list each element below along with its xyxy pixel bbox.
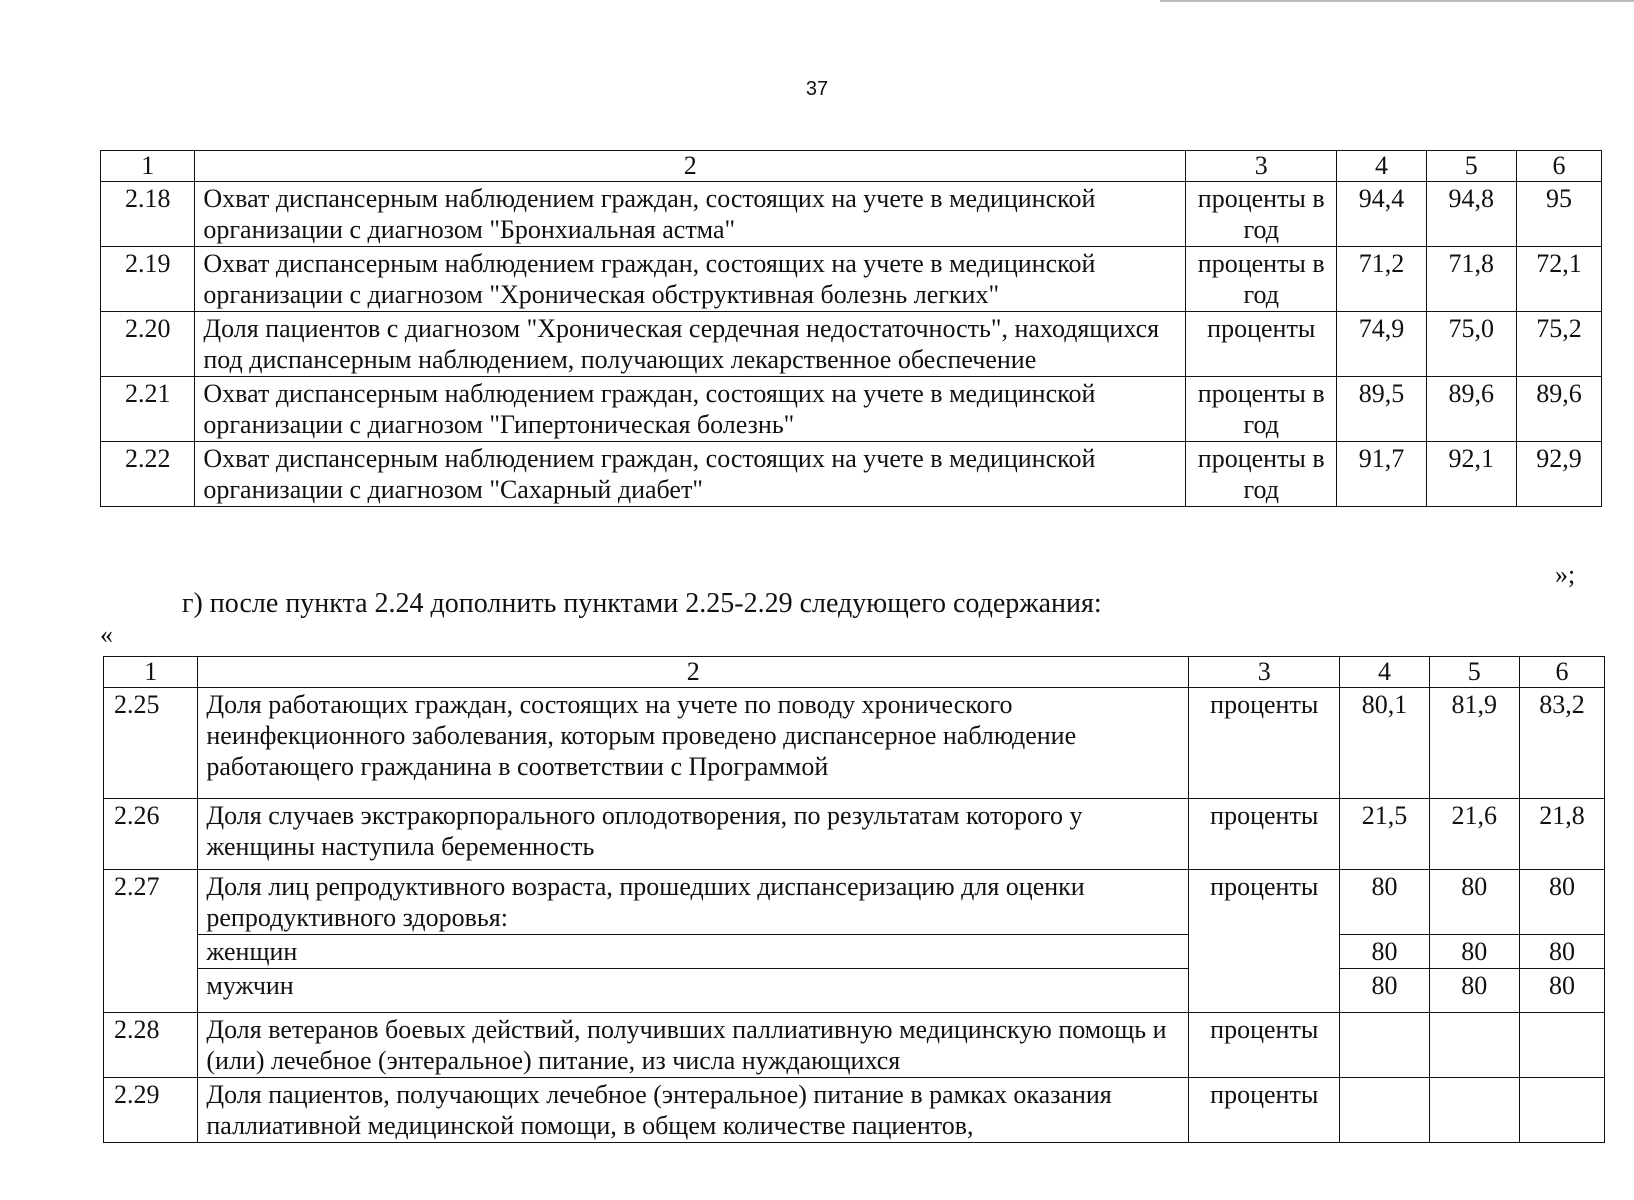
indicator-name: Доля работающих граждан, состоящих на учете по поводу хронического неинфекционного заболевания, которым проведено диспансерное наблюдение работающего гражданина в соответствии с Программой (198, 688, 1189, 799)
indicator-name: Доля случаев экстракорпорального оплодотворения, по результатам которого у женщины наступила беременность (198, 799, 1189, 870)
value-col4: 89,5 (1337, 377, 1426, 442)
value-col5: 81,9 (1429, 688, 1519, 799)
value-col5: 89,6 (1426, 377, 1516, 442)
indicators-table-added (103, 656, 1605, 1143)
unit-cell: проценты в год (1186, 442, 1337, 507)
header-cell-col5: 5 (1426, 151, 1516, 182)
header-cell-col4: 4 (1340, 657, 1429, 688)
unit-cell: проценты (1189, 688, 1340, 799)
value-col4: 71,2 (1337, 247, 1426, 312)
value-col5: 75,0 (1426, 312, 1516, 377)
value-col4: 91,7 (1337, 442, 1426, 507)
indicator-name: Охват диспансерным наблюдением граждан, состоящих на учете в медицинской организации с диагнозом "Сахарный диабет" (195, 442, 1186, 507)
table-row (104, 799, 1605, 870)
unit-cell: проценты (1186, 312, 1337, 377)
value-col4: 21,5 (1340, 799, 1429, 870)
value-col6: 83,2 (1519, 688, 1604, 799)
value-col6: 95 (1516, 182, 1601, 247)
unit-cell: проценты в год (1186, 377, 1337, 442)
header-cell-col1: 1 (104, 657, 198, 688)
table-row (104, 1078, 1605, 1143)
table-row (104, 1013, 1605, 1078)
value-col4: 80 (1340, 969, 1429, 1013)
row-number: 2.21 (101, 377, 195, 442)
header-cell-col1: 1 (101, 151, 195, 182)
row-number: 2.22 (101, 442, 195, 507)
value-col6 (1519, 1013, 1604, 1078)
table-row (104, 688, 1605, 799)
indicator-name: Охват диспансерным наблюдением граждан, состоящих на учете в медицинской организации с диагнозом "Бронхиальная астма" (195, 182, 1186, 247)
scan-edge-line (1160, 0, 1634, 2)
amendment-instruction: г) после пункта 2.24 дополнить пунктами 2.25-2.29 следующего содержания: (182, 588, 1102, 619)
value-col6: 75,2 (1516, 312, 1601, 377)
table-subrow (104, 969, 1605, 1013)
value-col5: 21,6 (1429, 799, 1519, 870)
table-row (101, 312, 1602, 377)
table-row (101, 182, 1602, 247)
value-col5 (1429, 1013, 1519, 1078)
value-col6 (1519, 1078, 1604, 1143)
value-col6: 80 (1519, 870, 1604, 935)
header-cell-col6: 6 (1519, 657, 1604, 688)
value-col5: 92,1 (1426, 442, 1516, 507)
table-subrow (104, 935, 1605, 969)
indicator-name: Охват диспансерным наблюдением граждан, состоящих на учете в медицинской организации с диагнозом "Хроническая обструктивная болезнь легких" (195, 247, 1186, 312)
table-row (101, 442, 1602, 507)
value-col6: 72,1 (1516, 247, 1601, 312)
header-cell-col3: 3 (1186, 151, 1337, 182)
value-col4: 80,1 (1340, 688, 1429, 799)
indicator-name: Доля пациентов, получающих лечебное (энтеральное) питание в рамках оказания паллиативной медицинской помощи, в общем количестве пациентов, (198, 1078, 1189, 1143)
header-cell-col2: 2 (195, 151, 1186, 182)
subgroup-men: мужчин (198, 969, 1189, 1013)
page-number: 37 (805, 78, 829, 100)
value-col4 (1340, 1013, 1429, 1078)
indicators-table-continued (100, 150, 1602, 507)
header-cell-col4: 4 (1337, 151, 1426, 182)
row-number: 2.20 (101, 312, 195, 377)
unit-cell: проценты в год (1186, 182, 1337, 247)
row-number: 2.28 (104, 1013, 198, 1078)
unit-cell: проценты (1189, 1013, 1340, 1078)
value-col5: 80 (1429, 969, 1519, 1013)
unit-cell: проценты (1189, 870, 1340, 1013)
row-number: 2.18 (101, 182, 195, 247)
table-row (101, 377, 1602, 442)
unit-cell: проценты (1189, 1078, 1340, 1143)
unit-cell: проценты в год (1186, 247, 1337, 312)
subgroup-women: женщин (198, 935, 1189, 969)
value-col6: 92,9 (1516, 442, 1601, 507)
row-number: 2.19 (101, 247, 195, 312)
indicator-name: Доля ветеранов боевых действий, получивших паллиативную медицинскую помощь и (или) лечебное (энтеральное) питание, из числа нуждающихся (198, 1013, 1189, 1078)
indicator-name: Охват диспансерным наблюдением граждан, состоящих на учете в медицинской организации с диагнозом "Гипертоническая болезнь" (195, 377, 1186, 442)
row-number: 2.26 (104, 799, 198, 870)
table-header-row (101, 151, 1602, 182)
table-row (104, 870, 1605, 935)
table-header-row (104, 657, 1605, 688)
closing-quote: »; (1555, 560, 1576, 589)
header-cell-col3: 3 (1189, 657, 1340, 688)
value-col5: 80 (1429, 870, 1519, 935)
value-col6: 80 (1519, 935, 1604, 969)
row-number: 2.27 (104, 870, 198, 1013)
value-col6: 89,6 (1516, 377, 1601, 442)
unit-cell: проценты (1189, 799, 1340, 870)
value-col5: 94,8 (1426, 182, 1516, 247)
opening-quote: « (100, 620, 113, 649)
header-cell-col5: 5 (1429, 657, 1519, 688)
value-col4: 80 (1340, 870, 1429, 935)
header-cell-col2: 2 (198, 657, 1189, 688)
table-row (101, 247, 1602, 312)
indicator-name: Доля лиц репродуктивного возраста, прошедших диспансеризацию для оценки репродуктивного здоровья: (198, 870, 1189, 935)
value-col4: 80 (1340, 935, 1429, 969)
row-number: 2.25 (104, 688, 198, 799)
value-col6: 21,8 (1519, 799, 1604, 870)
value-col4 (1340, 1078, 1429, 1143)
value-col4: 94,4 (1337, 182, 1426, 247)
header-cell-col6: 6 (1516, 151, 1601, 182)
row-number: 2.29 (104, 1078, 198, 1143)
indicator-name: Доля пациентов с диагнозом "Хроническая сердечная недостаточность", находящихся под диспансерным наблюдением, получающих лекарственное обеспечение (195, 312, 1186, 377)
value-col5: 80 (1429, 935, 1519, 969)
value-col5: 71,8 (1426, 247, 1516, 312)
value-col6: 80 (1519, 969, 1604, 1013)
value-col5 (1429, 1078, 1519, 1143)
value-col4: 74,9 (1337, 312, 1426, 377)
